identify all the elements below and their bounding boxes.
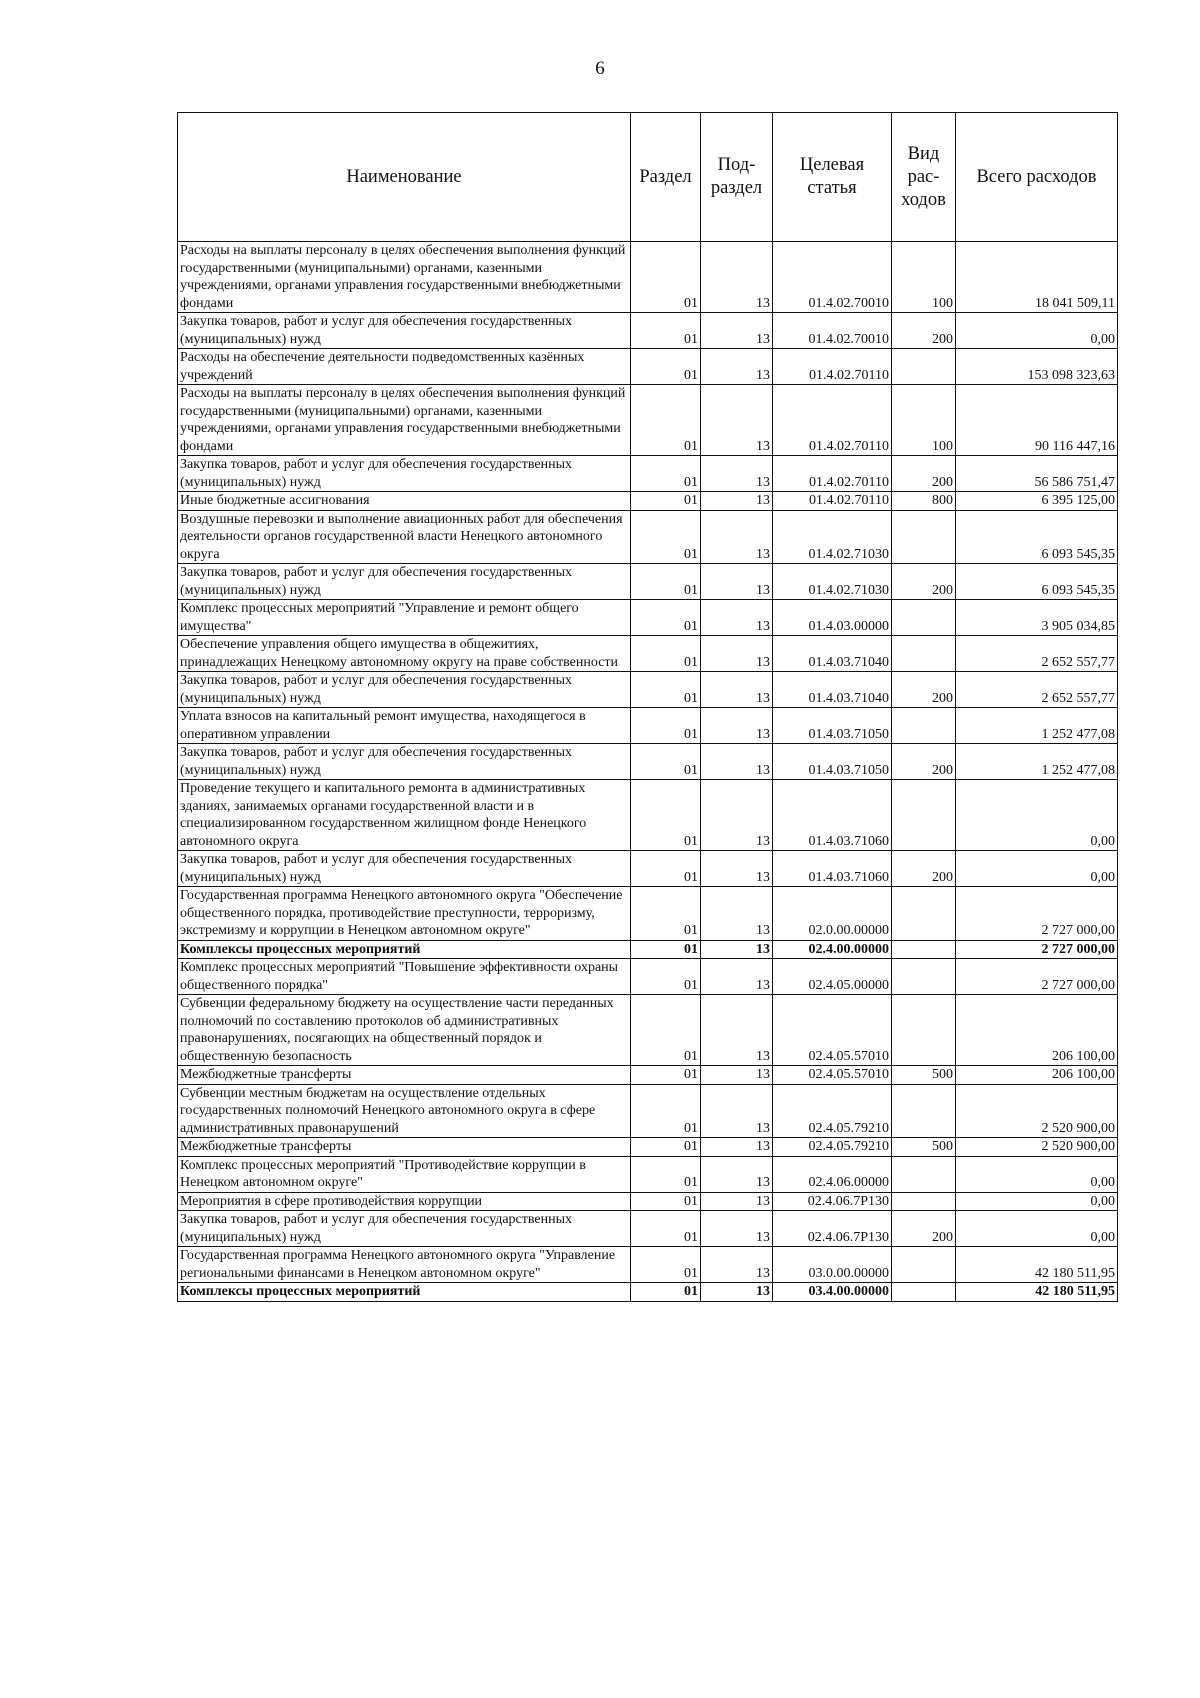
cell-razdel: 01	[631, 636, 701, 672]
cell-total: 6 093 545,35	[956, 564, 1118, 600]
cell-target: 02.4.05.57010	[773, 1066, 892, 1085]
cell-total: 2 727 000,00	[956, 887, 1118, 941]
cell-target: 01.4.02.70110	[773, 456, 892, 492]
cell-vid: 200	[892, 744, 956, 780]
table-row	[178, 1283, 1118, 1302]
cell-vid	[892, 995, 956, 1066]
column-header-podrazdel: Под- раздел	[701, 113, 773, 242]
cell-target: 01.4.02.70010	[773, 242, 892, 313]
cell-razdel: 01	[631, 851, 701, 887]
cell-vid	[892, 887, 956, 941]
cell-name: Мероприятия в сфере противодействия коррупции	[178, 1192, 631, 1211]
cell-podrazdel: 13	[701, 887, 773, 941]
cell-target: 01.4.03.71060	[773, 780, 892, 851]
cell-razdel: 01	[631, 1247, 701, 1283]
cell-total: 1 252 477,08	[956, 708, 1118, 744]
cell-vid	[892, 780, 956, 851]
cell-name: Субвенции федеральному бюджету на осуществление части переданных полномочий по составлению протоколов об административных правонарушениях, посягающих на общественный порядок и общественную безопасность	[178, 995, 631, 1066]
cell-podrazdel: 13	[701, 959, 773, 995]
cell-podrazdel: 13	[701, 1283, 773, 1302]
table-row	[178, 887, 1118, 941]
cell-total: 206 100,00	[956, 995, 1118, 1066]
cell-target: 02.4.05.79210	[773, 1084, 892, 1138]
cell-vid: 200	[892, 672, 956, 708]
cell-podrazdel: 13	[701, 600, 773, 636]
table-row	[178, 456, 1118, 492]
table-row	[178, 349, 1118, 385]
budget-table	[177, 112, 1118, 1302]
cell-target: 01.4.03.71040	[773, 672, 892, 708]
cell-razdel: 01	[631, 349, 701, 385]
cell-total: 2 520 900,00	[956, 1138, 1118, 1157]
cell-name: Межбюджетные трансферты	[178, 1066, 631, 1085]
cell-name: Закупка товаров, работ и услуг для обеспечения государственных (муниципальных) нужд	[178, 564, 631, 600]
cell-name: Субвенции местным бюджетам на осуществление отдельных государственных полномочий Ненецкого автономного округа в сфере административных правонарушений	[178, 1084, 631, 1138]
cell-name: Иные бюджетные ассигнования	[178, 492, 631, 511]
cell-razdel: 01	[631, 887, 701, 941]
cell-razdel: 01	[631, 1156, 701, 1192]
cell-vid: 100	[892, 242, 956, 313]
table-row	[178, 242, 1118, 313]
table-row	[178, 1084, 1118, 1138]
cell-name: Комплекс процессных мероприятий "Противодействие коррупции в Ненецком автономном округе"	[178, 1156, 631, 1192]
cell-total: 2 727 000,00	[956, 940, 1118, 959]
cell-podrazdel: 13	[701, 510, 773, 564]
cell-podrazdel: 13	[701, 636, 773, 672]
cell-razdel: 01	[631, 708, 701, 744]
cell-podrazdel: 13	[701, 456, 773, 492]
table-row	[178, 492, 1118, 511]
table-row	[178, 1156, 1118, 1192]
cell-razdel: 01	[631, 995, 701, 1066]
column-header-name: Наименование	[178, 113, 631, 242]
cell-name: Закупка товаров, работ и услуг для обеспечения государственных (муниципальных) нужд	[178, 1211, 631, 1247]
column-header-target: Целевая статья	[773, 113, 892, 242]
cell-name: Комплексы процессных мероприятий	[178, 940, 631, 959]
cell-total: 6 395 125,00	[956, 492, 1118, 511]
cell-razdel: 01	[631, 744, 701, 780]
cell-target: 01.4.03.71040	[773, 636, 892, 672]
table-row	[178, 385, 1118, 456]
table-row	[178, 1192, 1118, 1211]
cell-total: 42 180 511,95	[956, 1247, 1118, 1283]
cell-podrazdel: 13	[701, 940, 773, 959]
cell-name: Расходы на выплаты персоналу в целях обеспечения выполнения функций государственными (муниципальными) органами, казенными учреждениями, органами управления государственными внебюджетными фондами	[178, 385, 631, 456]
cell-razdel: 01	[631, 456, 701, 492]
cell-target: 02.4.06.7Р130	[773, 1211, 892, 1247]
table-row	[178, 636, 1118, 672]
cell-podrazdel: 13	[701, 564, 773, 600]
cell-razdel: 01	[631, 564, 701, 600]
table-row	[178, 995, 1118, 1066]
cell-vid	[892, 600, 956, 636]
cell-razdel: 01	[631, 1066, 701, 1085]
table-row	[178, 600, 1118, 636]
table-body	[178, 242, 1118, 1302]
cell-target: 01.4.02.70110	[773, 349, 892, 385]
cell-vid	[892, 1247, 956, 1283]
cell-total: 1 252 477,08	[956, 744, 1118, 780]
cell-vid	[892, 636, 956, 672]
cell-vid	[892, 959, 956, 995]
cell-razdel: 01	[631, 1084, 701, 1138]
cell-target: 01.4.02.70110	[773, 492, 892, 511]
cell-target: 02.4.06.00000	[773, 1156, 892, 1192]
cell-total: 0,00	[956, 851, 1118, 887]
cell-podrazdel: 13	[701, 1211, 773, 1247]
table-row	[178, 1211, 1118, 1247]
table-row	[178, 1138, 1118, 1157]
cell-name: Комплексы процессных мероприятий	[178, 1283, 631, 1302]
cell-total: 0,00	[956, 1156, 1118, 1192]
cell-vid: 800	[892, 492, 956, 511]
table-row	[178, 564, 1118, 600]
table-row	[178, 672, 1118, 708]
table-row	[178, 940, 1118, 959]
cell-razdel: 01	[631, 313, 701, 349]
cell-target: 01.4.02.70010	[773, 313, 892, 349]
cell-podrazdel: 13	[701, 1156, 773, 1192]
cell-razdel: 01	[631, 959, 701, 995]
cell-target: 01.4.03.71050	[773, 708, 892, 744]
cell-podrazdel: 13	[701, 744, 773, 780]
cell-target: 01.4.03.00000	[773, 600, 892, 636]
cell-razdel: 01	[631, 510, 701, 564]
table-row	[178, 313, 1118, 349]
cell-total: 2 727 000,00	[956, 959, 1118, 995]
cell-name: Закупка товаров, работ и услуг для обеспечения государственных (муниципальных) нужд	[178, 744, 631, 780]
cell-podrazdel: 13	[701, 1247, 773, 1283]
cell-total: 2 652 557,77	[956, 672, 1118, 708]
cell-total: 0,00	[956, 780, 1118, 851]
cell-name: Воздушные перевозки и выполнение авиационных работ для обеспечения деятельности органов государственной власти Ненецкого автономного округа	[178, 510, 631, 564]
cell-podrazdel: 13	[701, 708, 773, 744]
cell-total: 153 098 323,63	[956, 349, 1118, 385]
cell-target: 03.0.00.00000	[773, 1247, 892, 1283]
cell-razdel: 01	[631, 385, 701, 456]
cell-total: 3 905 034,85	[956, 600, 1118, 636]
cell-vid: 200	[892, 1211, 956, 1247]
cell-target: 01.4.02.71030	[773, 510, 892, 564]
cell-target: 02.4.05.57010	[773, 995, 892, 1066]
cell-target: 03.4.00.00000	[773, 1283, 892, 1302]
table-row	[178, 780, 1118, 851]
table-header-row	[178, 113, 1118, 242]
cell-total: 2 520 900,00	[956, 1084, 1118, 1138]
cell-vid	[892, 1283, 956, 1302]
cell-name: Расходы на обеспечение деятельности подведомственных казённых учреждений	[178, 349, 631, 385]
cell-total: 2 652 557,77	[956, 636, 1118, 672]
cell-podrazdel: 13	[701, 349, 773, 385]
cell-name: Обеспечение управления общего имущества в общежитиях, принадлежащих Ненецкому автономному округу на праве собственности	[178, 636, 631, 672]
cell-target: 01.4.02.70110	[773, 385, 892, 456]
column-header-vid: Вид рас- ходов	[892, 113, 956, 242]
cell-name: Уплата взносов на капитальный ремонт имущества, находящегося в оперативном управлении	[178, 708, 631, 744]
table-row	[178, 959, 1118, 995]
table-row	[178, 1247, 1118, 1283]
cell-razdel: 01	[631, 1192, 701, 1211]
cell-name: Закупка товаров, работ и услуг для обеспечения государственных (муниципальных) нужд	[178, 313, 631, 349]
column-header-total: Всего расходов	[956, 113, 1118, 242]
cell-vid: 200	[892, 851, 956, 887]
cell-name: Закупка товаров, работ и услуг для обеспечения государственных (муниципальных) нужд	[178, 672, 631, 708]
cell-podrazdel: 13	[701, 851, 773, 887]
cell-total: 6 093 545,35	[956, 510, 1118, 564]
cell-target: 01.4.02.71030	[773, 564, 892, 600]
cell-name: Межбюджетные трансферты	[178, 1138, 631, 1157]
cell-vid	[892, 510, 956, 564]
cell-name: Государственная программа Ненецкого автономного округа "Управление региональными финансами в Ненецком автономном округе"	[178, 1247, 631, 1283]
cell-razdel: 01	[631, 1211, 701, 1247]
cell-podrazdel: 13	[701, 672, 773, 708]
cell-vid	[892, 940, 956, 959]
cell-target: 02.4.00.00000	[773, 940, 892, 959]
cell-name: Расходы на выплаты персоналу в целях обеспечения выполнения функций государственными (муниципальными) органами, казенными учреждениями, органами управления государственными внебюджетными фондами	[178, 242, 631, 313]
cell-target: 01.4.03.71060	[773, 851, 892, 887]
cell-podrazdel: 13	[701, 780, 773, 851]
cell-total: 56 586 751,47	[956, 456, 1118, 492]
table-row	[178, 851, 1118, 887]
cell-name: Закупка товаров, работ и услуг для обеспечения государственных (муниципальных) нужд	[178, 456, 631, 492]
cell-razdel: 01	[631, 780, 701, 851]
cell-total: 18 041 509,11	[956, 242, 1118, 313]
cell-total: 0,00	[956, 1211, 1118, 1247]
cell-podrazdel: 13	[701, 1084, 773, 1138]
cell-vid: 500	[892, 1066, 956, 1085]
cell-razdel: 01	[631, 940, 701, 959]
cell-vid	[892, 1084, 956, 1138]
cell-razdel: 01	[631, 242, 701, 313]
cell-vid	[892, 708, 956, 744]
cell-target: 01.4.03.71050	[773, 744, 892, 780]
cell-podrazdel: 13	[701, 995, 773, 1066]
cell-vid: 500	[892, 1138, 956, 1157]
cell-podrazdel: 13	[701, 313, 773, 349]
cell-target: 02.4.05.00000	[773, 959, 892, 995]
table-row	[178, 1066, 1118, 1085]
cell-total: 90 116 447,16	[956, 385, 1118, 456]
cell-podrazdel: 13	[701, 1138, 773, 1157]
cell-target: 02.0.00.00000	[773, 887, 892, 941]
cell-total: 206 100,00	[956, 1066, 1118, 1085]
cell-vid	[892, 349, 956, 385]
cell-total: 0,00	[956, 1192, 1118, 1211]
cell-vid	[892, 1192, 956, 1211]
cell-razdel: 01	[631, 1138, 701, 1157]
table-row	[178, 744, 1118, 780]
cell-podrazdel: 13	[701, 492, 773, 511]
cell-podrazdel: 13	[701, 385, 773, 456]
cell-name: Комплекс процессных мероприятий "Управление и ремонт общего имущества"	[178, 600, 631, 636]
cell-vid: 100	[892, 385, 956, 456]
cell-vid: 200	[892, 313, 956, 349]
cell-name: Проведение текущего и капитального ремонта в административных зданиях, занимаемых органами государственной власти и в специализированном государственном жилищном фонде Ненецкого автономного округа	[178, 780, 631, 851]
cell-razdel: 01	[631, 600, 701, 636]
cell-target: 02.4.05.79210	[773, 1138, 892, 1157]
cell-razdel: 01	[631, 672, 701, 708]
cell-vid: 200	[892, 456, 956, 492]
cell-total: 42 180 511,95	[956, 1283, 1118, 1302]
cell-name: Закупка товаров, работ и услуг для обеспечения государственных (муниципальных) нужд	[178, 851, 631, 887]
cell-razdel: 01	[631, 1283, 701, 1302]
cell-razdel: 01	[631, 492, 701, 511]
page-number: 6	[595, 58, 605, 79]
cell-vid: 200	[892, 564, 956, 600]
cell-name: Комплекс процессных мероприятий "Повышение эффективности охраны общественного порядка"	[178, 959, 631, 995]
cell-podrazdel: 13	[701, 1066, 773, 1085]
cell-podrazdel: 13	[701, 242, 773, 313]
cell-name: Государственная программа Ненецкого автономного округа "Обеспечение общественного порядка, противодействие преступности, терроризму, экстремизму и коррупции в Ненецком автономном округе"	[178, 887, 631, 941]
table-row	[178, 708, 1118, 744]
cell-target: 02.4.06.7Р130	[773, 1192, 892, 1211]
cell-vid	[892, 1156, 956, 1192]
column-header-razdel: Раздел	[631, 113, 701, 242]
table-row	[178, 510, 1118, 564]
cell-podrazdel: 13	[701, 1192, 773, 1211]
cell-total: 0,00	[956, 313, 1118, 349]
